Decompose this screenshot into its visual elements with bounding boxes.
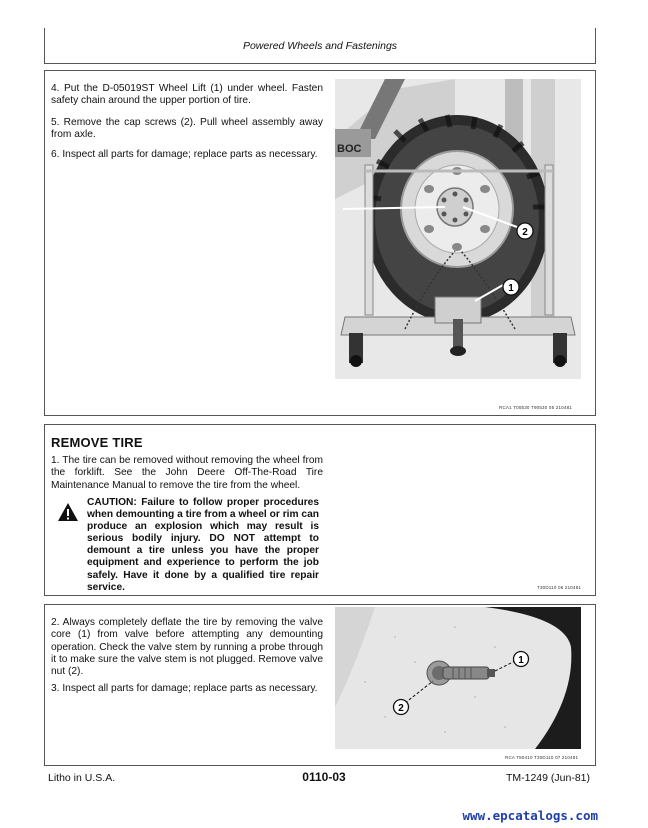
warning-icon [57,502,79,522]
footer-litho: Litho in U.S.A. [48,772,116,784]
section-wheel-removal [44,70,596,416]
svg-text:1: 1 [508,283,514,294]
step-2-text: 2. Always completely deflate the tire by removing the valve core (1) from valve before attempting any demounting operation. Check the valve stem by running a probe through it to make sure the valve stem is not plugged. Remove valve nut (2). [51,617,323,678]
page-header [44,28,596,64]
step-3-text: 3. Inspect all parts for damage; replace parts as necessary. [51,683,318,694]
callout-1 [514,652,529,667]
wheel-lift-photo [335,79,581,379]
callout-2 [394,700,409,715]
footer-manual-id: TM-1249 (Jun-81) [505,772,590,784]
watermark: www.epcatalogs.com [462,808,598,823]
callout-1 [503,279,519,295]
svg-text:2: 2 [398,703,404,714]
callout-2 [517,223,533,239]
section-remove-tire [44,424,596,596]
caution-text: CAUTION: Failure to follow proper procedures when demounting a tire from a wheel or rim can produce an explosion which may result is serious bodily injury. DO NOT attempt to demount a tire unless you have the proper equipment and experience to perform the job safely. Have it done by a qualified tire repair service. [87,497,319,593]
photo-code: RCA1 T00530 T90530 05 210481 [499,405,572,410]
section-deflate-tire [44,604,596,766]
svg-text:2: 2 [522,227,528,238]
valve-stem-photo [335,607,581,749]
section-code: T30D110 06 210481 [537,585,582,590]
page-number: 0110-03 [302,770,346,784]
page-title: Powered Wheels and Fastenings [242,40,398,52]
machine-label: BOC [337,143,362,155]
step-4-text: 4. Put the D-05019ST Wheel Lift (1) under wheel. Fasten safety chain around the upper portion of tire. [51,83,323,107]
section-heading: REMOVE TIRE [51,435,143,450]
step-1-text: 1. The tire can be removed without removing the wheel from the forklift. See the John Deere Off-The-Road Tire Maintenance Manual to remove the tire from the wheel. [51,455,323,491]
step-5-text: 5. Remove the cap screws (2). Pull wheel assembly away from axle. [51,117,323,141]
svg-text:1: 1 [518,655,524,666]
photo-code: RCA T80410 T30D110 07 210481 [505,755,579,760]
step-6-text: 6. Inspect all parts for damage; replace parts as necessary. [51,149,318,160]
